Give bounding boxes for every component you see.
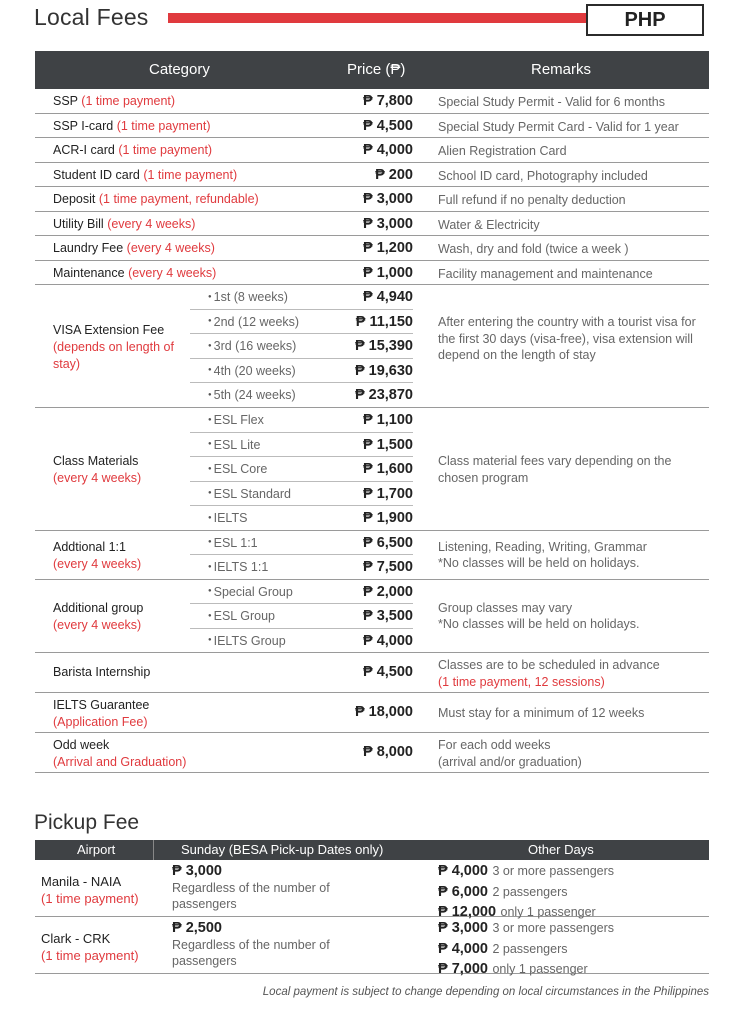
sub-row-label: ● ESL Group <box>208 609 275 623</box>
column-header-remarks: Remarks <box>531 61 592 78</box>
sub-row <box>190 408 413 433</box>
sub-row-label: ● ESL Flex <box>208 413 264 427</box>
title-accent-bar <box>168 13 586 23</box>
row-label: IELTS Guarantee <box>53 698 150 712</box>
row-remark: Facility management and maintenance <box>438 266 653 281</box>
row-label: Additional group <box>53 600 144 615</box>
row-remark-note: *No classes will be held on holidays. <box>438 617 640 631</box>
other-desc: 3 or more passengers <box>492 864 615 878</box>
row-note: (Arrival and Graduation) <box>53 755 187 769</box>
row-remark: Full refund if no penalty deduction <box>438 193 626 207</box>
pickup-row <box>35 917 709 977</box>
sub-row-label: ● Special Group <box>208 585 293 599</box>
row-remark: Class material fees vary depending on the chosen program <box>438 454 672 485</box>
row-note: (1 time payment) <box>81 94 176 108</box>
sub-row-price: ₱ 4,000 <box>363 632 413 649</box>
sub-row-label: ● 3rd (16 weeks) <box>208 339 296 353</box>
sub-row-label: ● ESL 1:1 <box>208 536 258 550</box>
currency-badge: PHP <box>586 4 704 36</box>
other-price: ₱ 6,000 <box>438 883 488 900</box>
sunday-price: ₱ 2,500 <box>172 920 222 936</box>
sub-row-price: ₱ 11,150 <box>355 313 413 330</box>
row-remark: For each odd weeks <box>438 738 551 752</box>
row-label: Student ID card <box>53 167 140 182</box>
row-price: ₱ 7,800 <box>363 93 413 109</box>
column-header-airport: Airport <box>77 842 116 857</box>
row-price: ₱ 8,000 <box>363 744 413 760</box>
row-remark: Alien Registration Card <box>438 144 567 158</box>
column-header-other-days: Other Days <box>528 842 594 857</box>
sub-row-label: ● 2nd (12 weeks) <box>208 315 299 329</box>
row-remark: Special Study Permit - Valid for 6 months <box>438 95 665 109</box>
row-label: Odd week <box>53 738 110 752</box>
sub-row <box>190 433 413 458</box>
row-price: ₱ 3,000 <box>363 191 413 207</box>
sub-row <box>190 531 413 556</box>
other-desc: only 1 passenger <box>492 962 588 976</box>
sub-row <box>190 310 413 335</box>
row-remark-note: *No classes will be held on holidays. <box>438 556 640 570</box>
sub-row-label: ● ESL Core <box>208 462 267 476</box>
sub-row <box>190 482 413 507</box>
table-row <box>35 261 709 286</box>
sub-row-price: ₱ 7,500 <box>363 559 413 575</box>
table-row <box>35 653 709 693</box>
pickup-row <box>35 860 709 920</box>
sub-row-price: ₱ 3,500 <box>363 608 413 624</box>
other-desc: 3 or more passengers <box>492 921 615 935</box>
row-remark: Classes are to be scheduled in advance <box>438 658 660 672</box>
other-price: ₱ 4,000 <box>438 863 488 879</box>
sunday-note: Regardless of the number of passengers <box>172 937 330 968</box>
sub-row-price: ₱ 15,390 <box>354 338 413 354</box>
row-note: (every 4 weeks) <box>53 556 142 571</box>
row-price: ₱ 4,500 <box>363 117 413 134</box>
sub-row-label: ● 5th (24 weeks) <box>208 388 296 402</box>
row-price: ₱ 4,000 <box>363 142 413 158</box>
table-row <box>35 163 709 188</box>
other-price: ₱ 4,000 <box>438 940 488 957</box>
row-label: Maintenance <box>53 265 125 280</box>
table-row <box>35 236 709 261</box>
airport-note: (1 time payment) <box>41 948 139 963</box>
row-note: (depends on length of stay) <box>53 340 174 371</box>
row-label: ACR-I card <box>53 143 115 157</box>
row-remark: Group classes may vary <box>438 600 573 615</box>
sub-row-label: ● IELTS <box>208 511 247 525</box>
row-note: (1 time payment, refundable) <box>98 192 259 206</box>
sub-row-label: ● IELTS 1:1 <box>208 560 268 574</box>
row-label: SSP <box>53 94 78 108</box>
sub-row <box>190 334 413 359</box>
sub-row-price: ₱ 2,000 <box>363 583 413 600</box>
row-label: Class Materials <box>53 454 139 468</box>
row-label: Addtional 1:1 <box>53 539 126 554</box>
sub-row-label: ● ESL Standard <box>208 487 291 501</box>
row-remark: School ID card, Photography included <box>438 168 648 183</box>
row-remark: Listening, Reading, Writing, Grammar <box>438 539 647 554</box>
sub-row <box>190 359 413 384</box>
pickup-table-header <box>35 840 709 860</box>
row-price: ₱ 4,500 <box>363 664 413 680</box>
row-label: VISA Extension Fee <box>53 323 165 337</box>
row-price: ₱ 1,000 <box>363 264 413 281</box>
row-remark: Special Study Permit Card - Valid for 1 year <box>438 119 679 134</box>
airport-note: (1 time payment) <box>41 891 139 906</box>
row-note: (every 4 weeks) <box>107 216 196 231</box>
row-remark-note: (arrival and/or graduation) <box>438 754 582 769</box>
sub-row-price: ₱ 4,940 <box>363 289 413 305</box>
sub-row-price: ₱ 1,100 <box>363 412 413 428</box>
sub-row <box>190 457 413 482</box>
sub-row <box>190 383 413 408</box>
sub-row-label: ● 1st (8 weeks) <box>208 290 288 304</box>
sub-row-label: ● IELTS Group <box>208 634 286 648</box>
other-desc: only 1 passenger <box>500 905 596 919</box>
table-header <box>35 51 709 89</box>
airport-name: Clark - CRK <box>41 931 111 946</box>
row-label: Barista Internship <box>53 665 151 679</box>
other-price: ₱ 12,000 <box>438 904 497 920</box>
additional-group-group <box>35 580 709 654</box>
sub-row-label: ● ESL Lite <box>208 438 260 452</box>
sub-row <box>190 580 413 605</box>
airport-name: Manila - NAIA <box>41 874 122 889</box>
table-row <box>35 187 709 212</box>
sub-row-price: ₱ 1,600 <box>363 461 413 477</box>
row-remark: Wash, dry and fold (twice a week ) <box>438 242 629 256</box>
row-price: ₱ 200 <box>375 166 413 183</box>
row-label: Laundry Fee <box>53 241 124 255</box>
row-price: ₱ 18,000 <box>354 704 413 720</box>
other-desc: 2 passengers <box>492 941 568 956</box>
table-row <box>35 114 709 139</box>
column-header-category: Category <box>149 61 210 78</box>
other-desc: 2 passengers <box>492 884 568 899</box>
additional-1on1-group <box>35 531 709 580</box>
other-price: ₱ 7,000 <box>438 961 488 977</box>
table-row <box>35 138 709 163</box>
sub-row-price: ₱ 1,700 <box>363 485 413 502</box>
visa-extension-group <box>35 285 709 408</box>
sunday-note: Regardless of the number of passengers <box>172 880 330 911</box>
pickup-title: Pickup Fee <box>34 811 140 834</box>
class-materials-group <box>35 408 709 531</box>
sub-row-price: ₱ 1,900 <box>363 510 413 526</box>
row-remark: Water & Electricity <box>438 217 540 232</box>
row-note: (Application Fee) <box>53 715 148 729</box>
table-row <box>35 212 709 237</box>
table-row <box>35 89 709 114</box>
sub-row-price: ₱ 19,630 <box>354 362 413 379</box>
row-note: (1 time payment) <box>118 143 213 157</box>
sub-row <box>190 285 413 310</box>
sub-row <box>190 629 413 654</box>
other-price: ₱ 3,000 <box>438 920 488 936</box>
column-header-price: Price (₱) <box>347 61 406 78</box>
sub-row <box>190 555 413 580</box>
column-header-sunday: Sunday (BESA Pick-up Dates only) <box>181 842 384 857</box>
sub-row <box>190 604 413 629</box>
row-label: SSP I-card <box>53 118 114 133</box>
row-note: (every 4 weeks) <box>126 241 215 255</box>
row-note: (every 4 weeks) <box>128 265 217 280</box>
row-note: (1 time payment) <box>116 118 211 133</box>
sunday-price: ₱ 3,000 <box>172 863 222 879</box>
row-note: (every 4 weeks) <box>53 471 142 485</box>
page-title: Local Fees <box>34 4 149 30</box>
footer-note: Local payment is subject to change depending on local circumstances in the Philippines <box>262 986 709 998</box>
row-remark: After entering the country with a tourist visa for the first 30 days (visa-free), visa extension will depend on the length of stay <box>438 315 696 362</box>
table-row <box>35 693 709 733</box>
row-remark: Must stay for a minimum of 12 weeks <box>438 706 645 720</box>
row-remark-note: (1 time payment, 12 sessions) <box>438 674 605 689</box>
sub-row-price: ₱ 6,500 <box>363 534 413 551</box>
sub-row-price: ₱ 1,500 <box>363 436 413 453</box>
row-note: (1 time payment) <box>143 167 238 182</box>
sub-row <box>190 506 413 531</box>
table-row <box>35 733 709 773</box>
row-label: Utility Bill <box>53 216 104 231</box>
row-price: ₱ 3,000 <box>363 215 413 232</box>
row-label: Deposit <box>53 192 96 206</box>
sub-row-price: ₱ 23,870 <box>354 387 413 403</box>
row-note: (every 4 weeks) <box>53 617 142 632</box>
sub-row-label: ● 4th (20 weeks) <box>208 364 296 378</box>
row-price: ₱ 1,200 <box>363 240 413 256</box>
